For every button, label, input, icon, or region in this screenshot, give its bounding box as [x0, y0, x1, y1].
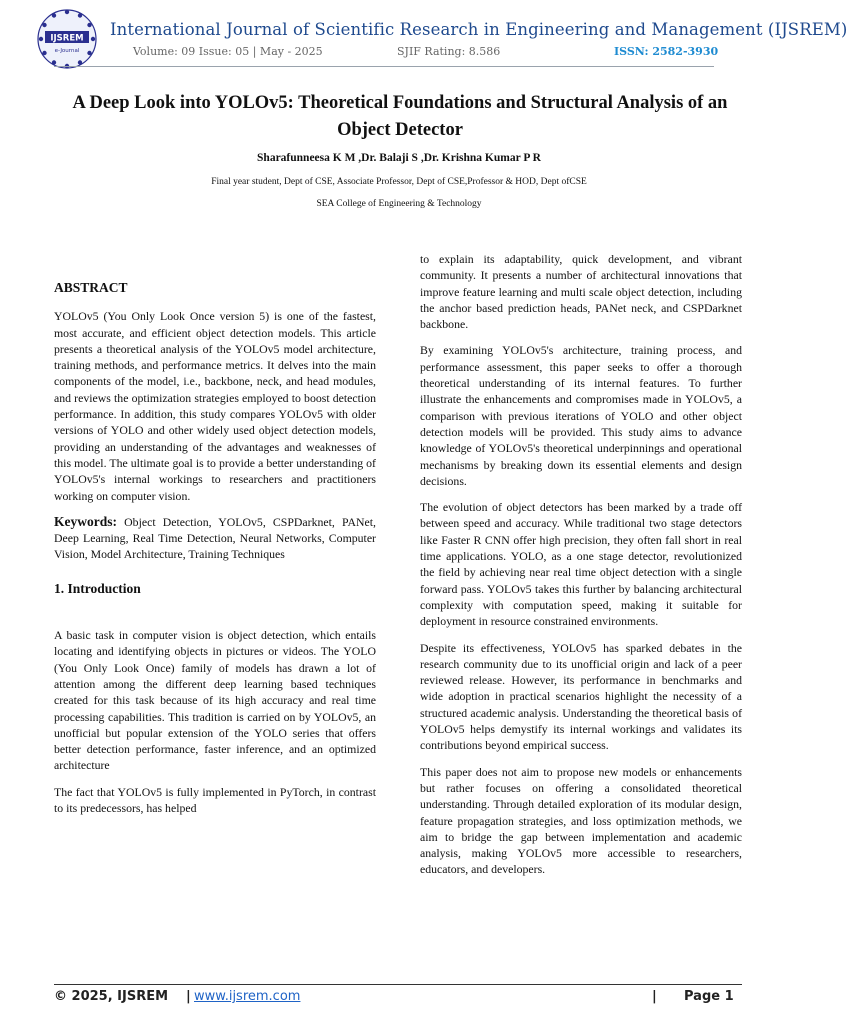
body-paragraph: to explain its adaptability, quick development, and vibrant community. It presents a number of architectural innovations that improve feature learning and multi scale object detection, including the anchor based prediction heads, PANet neck, and CSPDarknet backbone. — [420, 252, 742, 332]
keywords-label: Keywords: — [54, 513, 117, 529]
left-column — [54, 280, 376, 826]
abstract-heading: ABSTRACT — [54, 280, 128, 295]
keywords-block — [54, 514, 376, 563]
footer-separator: | — [652, 989, 657, 1004]
footer-website-link[interactable]: www.ijsrem.com — [194, 989, 301, 1004]
body-paragraph: The evolution of object detectors has been marked by a trade off between speed and accuracy. While traditional two stage detectors like Faster R CNN offer high precision, they often fall short in real time applications. YOLO, as a one stage detector, revolutionized the field by achieving near real time object detection with a single forward pass. YOLOv5 takes this further by balancing architectural complexity with computation speed, making it suitable for deployment in resource constrained environments. — [420, 500, 742, 629]
author-affiliation: Final year student, Dept of CSE, Associate Professor, Dept of CSE,Professor & HOD, Dept ofCSE — [211, 177, 587, 187]
page-footer — [0, 989, 768, 1007]
intro-paragraph: A basic task in computer vision is object detection, which entails locating and identifying objects in pictures or videos. The YOLO (You Only Look Once) family of models has drawn a lot of attention among the different deep learning based techniques created for this task because of its high accuracy and real time processing capabilities. This tradition is carried on by YOLOv5, an unofficial but popular extension of the YOLO series that offers better detection performance, faster inference, and an optimized architecture — [54, 628, 376, 773]
keywords-text: Object Detection, YOLOv5, CSPDarknet, PANet, Deep Learning, Real Time Detection, Neural Networks, Computer Vision, Model Architecture, Training Techniques — [54, 514, 376, 562]
header-divider — [54, 66, 714, 67]
intro-paragraph: The fact that YOLOv5 is fully implemented in PyTorch, in contrast to its predecessors, has helped — [54, 784, 376, 816]
right-column — [420, 251, 742, 888]
footer-divider — [54, 984, 742, 985]
logo-text-bottom: e-Journal — [54, 48, 80, 54]
footer-copyright: © 2025, IJSREM — [54, 989, 169, 1004]
page-number: Page 1 — [684, 989, 734, 1004]
body-paragraph: By examining YOLOv5's architecture, training process, and performance assessment, this paper seeks to offer a thorough theoretical understanding of its internal features. To further illustrate the enhancements and compromises made in YOLOv5, a comparison with previous iterations of YOLO and other object detection models will be provided. This study aims to advance knowledge of YOLOv5's theoretical underpinnings and operational mechanisms by breaking down its essential elements and design decisions. — [420, 343, 742, 488]
paper-title: A Deep Look into YOLOv5: Theoretical Foundations and Structural Analysis of an Object Detector — [72, 93, 728, 140]
institution: SEA College of Engineering & Technology — [316, 199, 482, 209]
sjif-rating: SJIF Rating: 8.586 — [397, 45, 501, 58]
journal-title: International Journal of Scientific Research in Engineering and Management (IJSREM) — [110, 20, 847, 39]
journal-meta-row — [0, 45, 768, 63]
introduction-heading: 1. Introduction — [54, 580, 141, 596]
volume-issue: Volume: 09 Issue: 05 | May - 2025 — [133, 45, 323, 58]
body-paragraph: This paper does not aim to propose new models or enhancements but rather focuses on offering a consolidated theoretical understanding. Through detailed exploration of its modular design, feature propagation strategies, and loss optimization methods, we aim to bridge the gap between implementation and academic analysis, making YOLOv5 more accessible to researchers, educators, and developers. — [420, 764, 742, 877]
body-paragraph: Despite its effectiveness, YOLOv5 has sparked debates in the research community due to its unofficial origin and lack of a peer reviewed release. However, its performance in benchmarks and wide adoption in practical scenarios highlight the necessity of a structured academic analysis. Understanding the theoretical basis of YOLOv5 helps demystify its internal workings and validates its contributions beyond empirical success. — [420, 640, 742, 753]
author-list: Sharafunneesa K M ,Dr. Balaji S ,Dr. Krishna Kumar P R — [257, 152, 541, 164]
issn-number: ISSN: 2582-3930 — [614, 45, 719, 58]
logo-text-top: IJSREM — [50, 33, 84, 44]
abstract-text: YOLOv5 (You Only Look Once version 5) is one of the fastest, most accurate, and efficient object detection models. This article presents a theoretical analysis of the YOLOv5 model architecture, training methods, and performance metrics. It delves into the main components of the model, i.e., backbone, neck, and head modules, and reviews the optimization strategies employed to boost detection performance. In addition, this study compares YOLOv5 with older versions of YOLO and other widely used object detection models, providing an understanding of the advantages and weaknesses of this model. The ultimate goal is to provide a better understanding of YOLOv5's internal workings to researchers and practitioners working on computer vision. — [54, 309, 376, 503]
footer-separator: | — [186, 989, 191, 1004]
